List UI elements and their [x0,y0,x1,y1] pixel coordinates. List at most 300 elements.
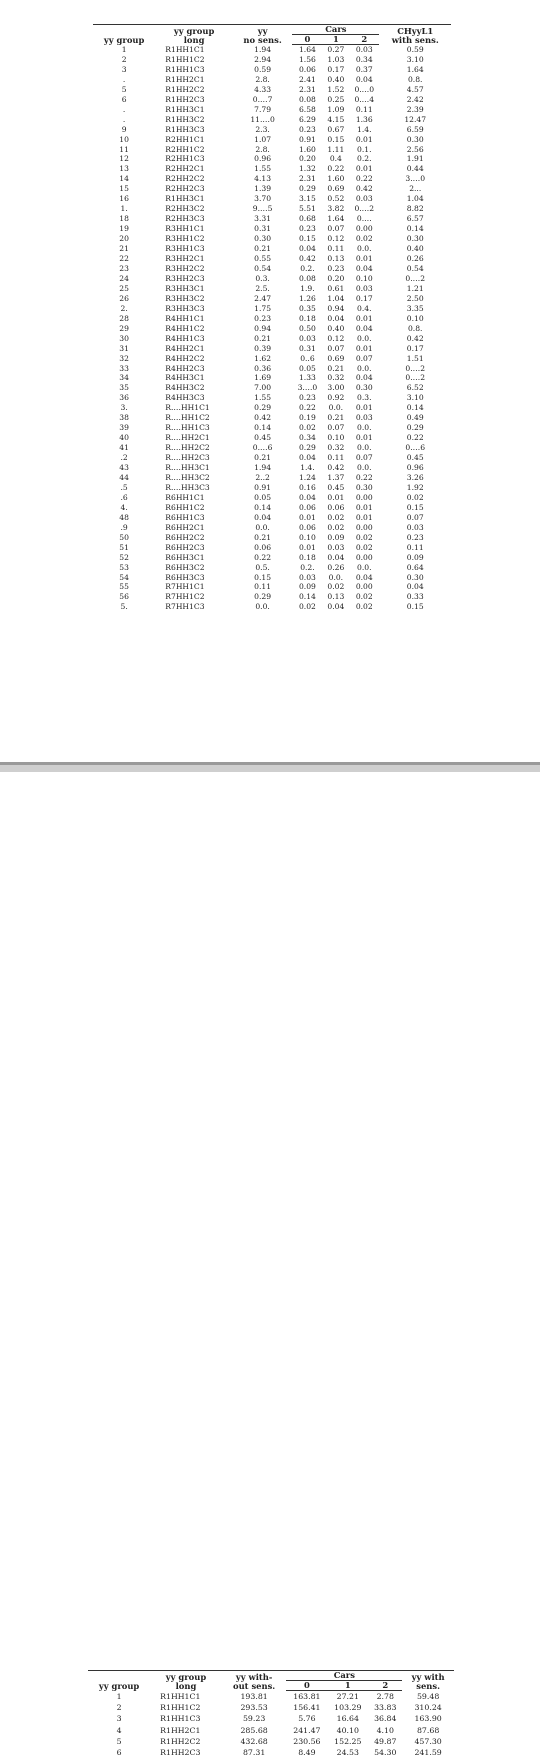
cell-cars-0: 3.…0 [292,383,322,393]
cell-yy: 0.36 [233,364,292,374]
table-row [93,234,451,244]
cell-cars-0: 0.29 [292,184,322,194]
table-row [93,602,451,612]
cell-sens: 0.02 [379,493,451,503]
cell-sens: 0.42 [379,334,451,344]
cell-group: 14 [93,174,155,184]
table-row [93,145,451,155]
col-header-cars-1: 1 [323,35,350,45]
table-row [93,314,451,324]
cell-yy: 0.39 [233,344,292,354]
cell-group-long: R6HH2C3 [155,543,233,553]
cell-cars-1: 0.61 [323,284,350,294]
cell-cars-0: 0.2. [292,264,322,274]
cell-group-long: R2HH2C2 [155,174,233,184]
table-row [93,582,451,592]
cell-cars-0: 0.23 [292,393,322,403]
cell-yy: 0.21 [233,453,292,463]
cell-group-long: R2HH1C2 [155,145,233,155]
cell-group: 36 [93,393,155,403]
cell-group-long: R1HH2C2 [155,85,233,95]
cell-cars-1: 0.12 [323,334,350,344]
cell-sens: 0.23 [379,533,451,543]
cell-cars-0: 0.04 [292,493,322,503]
cell-sens: 0.96 [379,463,451,473]
cell-cars-0: 0.06 [292,503,322,513]
table-2-header [88,1671,454,1691]
cell-group: . [93,75,155,85]
cell-cars-2: 0.07 [349,453,379,463]
cell-sens: 1.04 [379,194,451,204]
table-row [93,105,451,115]
cell-cars-0: 0.35 [292,304,322,314]
cell-cars-2: 0.01 [349,164,379,174]
cell-group-long: R6HH2C1 [155,523,233,533]
cell-group-long: R3HH1C3 [155,244,233,254]
cell-sens: 0.54 [379,264,451,274]
cell-cars-0: 2.41 [292,75,322,85]
cell-cars-1: 4.15 [323,115,350,125]
cell-cars-0: 5.51 [292,204,322,214]
cell-cars-0: 0.15 [292,234,322,244]
cell-group: .9 [93,523,155,533]
col-header-group-long [155,25,233,45]
document-page-1 [0,0,540,762]
cell-cars-2: 0.00 [349,493,379,503]
cell-group: 1. [93,204,155,214]
cell-cars-2: 0.04 [349,264,379,274]
cell-group: 4. [93,503,155,513]
cell-group: 13 [93,164,155,174]
document-page-2 [0,772,540,1016]
cell-group-long: R4HH2C2 [155,354,233,364]
cell-cars-0: 0.10 [292,533,322,543]
cell-cars-2: 0.…4 [349,95,379,105]
cell-cars-1: 0.09 [323,533,350,543]
cell-cars-0: 1.26 [292,294,322,304]
cell-group: 55 [93,582,155,592]
cell-group: 32 [93,354,155,364]
cell-yy: 432.68 [222,1736,287,1747]
cell-group: 6 [93,95,155,105]
cell-sens: 0.07 [379,513,451,523]
cell-group: 39 [93,423,155,433]
cell-cars-1: 0.52 [323,194,350,204]
cell-group: 29 [93,324,155,334]
cell-cars-2: 0.3. [349,393,379,403]
cell-group: 51 [93,543,155,553]
cell-group: 1 [88,1691,150,1703]
cell-group: 1 [93,45,155,55]
cell-cars-2: 0.0. [349,364,379,374]
cell-cars-1: 0.04 [323,314,350,324]
cell-yy: 0.96 [233,154,292,164]
cell-group: 40 [93,433,155,443]
cell-group-long: R4HH3C3 [155,393,233,403]
cell-sens: 0.26 [379,254,451,264]
cell-group-long: R3HH3C2 [155,294,233,304]
cell-cars-0: 2.31 [292,85,322,95]
cell-cars-1: 0.07 [323,344,350,354]
cell-cars-2: 0.01 [349,433,379,443]
cell-group-long: R.…HH1C1 [155,403,233,413]
cell-cars-2: 0.10 [349,274,379,284]
cell-yy: 0.42 [233,413,292,423]
table-row [93,443,451,453]
cell-group-long: R4HH1C1 [155,314,233,324]
cell-group: 2. [93,304,155,314]
col-header-group-long [150,1671,222,1691]
cell-group-long: R4HH3C2 [155,383,233,393]
cell-yy: 0.11 [233,582,292,592]
col-header-cars-1: 1 [327,1681,368,1691]
cell-yy: 0.30 [233,234,292,244]
cell-cars-2: 0.04 [349,373,379,383]
cell-cars-0: 1.4. [292,463,322,473]
cell-cars-1: 0.40 [323,75,350,85]
cell-group-long: R1HH2C2 [150,1736,222,1747]
cell-group-long: R1HH1C2 [150,1702,222,1713]
cell-cars-0: 0.31 [292,344,322,354]
table-row [88,1713,454,1724]
cell-group: 33 [93,364,155,374]
cell-cars-0: 0.42 [292,254,322,264]
cell-group: 23 [93,264,155,274]
cell-group-long: R4HH3C1 [155,373,233,383]
cell-cars-0: 0.18 [292,553,322,563]
cell-yy: 0.54 [233,264,292,274]
cell-group-long: R3HH1C1 [155,224,233,234]
cell-yy: 7.00 [233,383,292,393]
cell-group-long: R7HH1C3 [155,602,233,612]
cell-cars-1: 1.11 [323,145,350,155]
cell-cars-1: 0.13 [323,254,350,264]
cell-cars-2: 0.01 [349,254,379,264]
cell-cars-2: 0.02 [349,234,379,244]
table-row [93,523,451,533]
cell-cars-0: 0.05 [292,364,322,374]
cell-cars-1: 0.03 [323,543,350,553]
col-header-group-long-line2: long [176,1681,197,1691]
cell-group: .6 [93,493,155,503]
cell-sens: 6.52 [379,383,451,393]
table-row [93,573,451,583]
col-header-cars-0: 0 [292,35,322,45]
cell-group-long: R3HH3C1 [155,284,233,294]
cell-cars-2: 0.22 [349,174,379,184]
cell-cars-2: 0.0. [349,443,379,453]
cell-sens: 310.24 [402,1702,454,1713]
cell-group-long: R4HH1C2 [155,324,233,334]
cell-cars-1: 0.94 [323,304,350,314]
cell-group-long: R.…HH3C3 [155,483,233,493]
cell-cars-2: 0.0. [349,563,379,573]
cell-cars-2: 0.17 [349,294,379,304]
cell-cars-2: 0.01 [349,403,379,413]
cell-group-long: R4HH1C3 [155,334,233,344]
cell-cars-2: 0.02 [349,543,379,553]
col-header-group: yy group [88,1671,150,1691]
cell-cars-0: 0.08 [292,95,322,105]
table-row [93,423,451,433]
cell-group-long: R3HH1C2 [155,234,233,244]
cell-cars-2: 0.… [349,214,379,224]
table-row [93,344,451,354]
cell-yy: 7.79 [233,105,292,115]
cell-yy: 0.…7 [233,95,292,105]
cell-group: 9 [93,125,155,135]
cell-sens: 0.…6 [379,443,451,453]
cell-group-long: R6HH3C2 [155,563,233,573]
cell-yy: 0.04 [233,513,292,523]
col-header-yy-with-line2: sens. [416,1681,440,1691]
cell-cars-0: 0.08 [292,274,322,284]
cell-cars-0: 0.23 [292,224,322,234]
cell-cars-0: 1.56 [292,55,322,65]
col-header-chy-line2: with sens. [392,35,439,45]
cell-group: . [93,115,155,125]
cell-cars-1: 1.04 [323,294,350,304]
cell-cars-2: 0.04 [349,324,379,334]
cell-sens: 59.48 [402,1691,454,1703]
col-header-group-long-line1: yy group [174,26,214,36]
cell-group: 25 [93,284,155,294]
cell-sens: 0.15 [379,602,451,612]
cell-yy: 59.23 [222,1713,287,1724]
table-row [93,214,451,224]
cell-sens: 0.…2 [379,364,451,374]
cell-group-long: R1HH1C3 [150,1713,222,1724]
cell-group: 3. [93,403,155,413]
cell-cars-0: 0.50 [292,324,322,334]
cell-cars-1: 0.25 [323,95,350,105]
cell-group: .5 [93,483,155,493]
cell-cars-2: 0.07 [349,354,379,364]
col-header-yy-line2: no sens. [243,35,281,45]
cell-cars-1: 0.07 [323,423,350,433]
cell-group-long: R2HH2C3 [155,184,233,194]
cell-group-long: R3HH2C1 [155,254,233,264]
cell-cars-1: 0.45 [323,483,350,493]
cell-yy: 1.75 [233,304,292,314]
cell-sens: 12.47 [379,115,451,125]
cell-sens: 0.30 [379,135,451,145]
cell-cars-0: 0.91 [292,135,322,145]
cell-yy: 0.31 [233,224,292,234]
cell-yy: 0.21 [233,334,292,344]
cell-cars-1: 0.21 [323,364,350,374]
cell-group: 48 [93,513,155,523]
cell-yy: 3.70 [233,194,292,204]
cell-group-long: R3HH2C2 [155,264,233,274]
table-row [93,224,451,234]
cell-cars-2: 0.00 [349,224,379,234]
table-row [93,164,451,174]
cell-cars-1: 0.04 [323,602,350,612]
table-row [93,125,451,135]
cell-sens: 4.57 [379,85,451,95]
table-1-header [93,25,451,45]
table-row [93,254,451,264]
cell-group-long: R7HH1C2 [155,592,233,602]
cell-yy: 1.55 [233,164,292,174]
cell-cars-1: 0.02 [323,523,350,533]
cell-cars-0: 0.02 [292,602,322,612]
cell-group: 21 [93,244,155,254]
col-header-yy-without-line1: yy with- [236,1672,272,1682]
cell-yy: 0.05 [233,493,292,503]
cell-sens: 3.…0 [379,174,451,184]
cell-yy: 3.31 [233,214,292,224]
cell-group-long: R2HH3C3 [155,214,233,224]
cell-group-long: R.…HH3C1 [155,463,233,473]
cell-cars-1: 0.07 [323,224,350,234]
cell-yy: 293.53 [222,1702,287,1713]
cell-group: 28 [93,314,155,324]
cell-sens: 0.45 [379,453,451,463]
cell-yy: 9.…5 [233,204,292,214]
cell-group-long: R.…HH2C3 [155,453,233,463]
cell-yy: 1.39 [233,184,292,194]
cell-sens: 1.91 [379,154,451,164]
cell-yy: 0.91 [233,483,292,493]
cell-cars-1: 0.17 [323,65,350,75]
cell-yy: 0.14 [233,503,292,513]
cell-group-long: R.…HH2C1 [155,433,233,443]
cell-cars-1: 3.00 [323,383,350,393]
cell-group-long: R1HH1C2 [155,55,233,65]
cell-cars-2: 0.22 [349,473,379,483]
cell-group-long: R2HH2C1 [155,164,233,174]
cell-group: 12 [93,154,155,164]
cell-sens: 1.21 [379,284,451,294]
cell-group: .2 [93,453,155,463]
cell-cars-2: 0.00 [349,582,379,592]
cell-group: 34 [93,373,155,383]
cell-cars-1: 0.4 [323,154,350,164]
cell-yy: 0.0. [233,523,292,533]
cell-cars-2: 0.2. [349,154,379,164]
cell-cars-1: 0.11 [323,453,350,463]
table-row [93,264,451,274]
table-1-body [93,45,451,613]
cell-sens: 0.49 [379,413,451,423]
cell-group: 54 [93,573,155,583]
cell-yy: 1.69 [233,373,292,383]
cell-sens: 2... [379,184,451,194]
cell-yy: 0.29 [233,403,292,413]
cell-cars-2: 0.01 [349,503,379,513]
cell-group: 31 [93,344,155,354]
cell-group: 19 [93,224,155,234]
table-row [93,135,451,145]
cell-cars-1: 0.13 [323,592,350,602]
cell-sens: 3.35 [379,304,451,314]
cell-group-long: R4HH2C1 [155,344,233,354]
cell-cars-1: 0.32 [323,373,350,383]
data-table-1 [93,24,451,612]
data-table-2 [88,1670,454,1758]
cell-cars-0: 0.34 [292,433,322,443]
cell-cars-1: 40.10 [327,1725,368,1736]
cell-sens: 0.…2 [379,373,451,383]
cell-cars-2: 0.03 [349,413,379,423]
cell-yy: 2.3. [233,125,292,135]
cell-group-long: R1HH1C1 [155,45,233,55]
cell-group-long: R2HH1C1 [155,135,233,145]
cell-cars-0: 0.06 [292,523,322,533]
cell-cars-2: 0.04 [349,573,379,583]
cell-cars-1: 0.02 [323,582,350,592]
table-row [93,513,451,523]
table-row [93,244,451,254]
cell-cars-1: 27.21 [327,1691,368,1703]
cell-yy: 1.94 [233,45,292,55]
cell-group-long: R7HH1C1 [155,582,233,592]
table-row [93,393,451,403]
cell-yy: 193.81 [222,1691,287,1703]
cell-yy: 0.06 [233,543,292,553]
cell-group: 52 [93,553,155,563]
cell-group-long: R1HH1C1 [150,1691,222,1703]
col-header-cars-2: 2 [349,35,379,45]
cell-yy: 0.0. [233,602,292,612]
table-row [93,45,451,55]
cell-group-long: R4HH2C3 [155,364,233,374]
cell-sens: 0.10 [379,314,451,324]
cell-cars-0: 0.02 [292,423,322,433]
cell-cars-0: 0.04 [292,453,322,463]
cell-cars-0: 6.58 [292,105,322,115]
cell-group-long: R3HH2C3 [155,274,233,284]
cell-sens: 1.64 [379,65,451,75]
cell-group-long: R3HH3C3 [155,304,233,314]
col-header-cars-2: 2 [368,1681,402,1691]
cell-cars-2: 0.00 [349,523,379,533]
cell-cars-2: 33.83 [368,1702,402,1713]
cell-group: 11 [93,145,155,155]
cell-cars-2: 36.84 [368,1713,402,1724]
cell-cars-0: 0.29 [292,443,322,453]
cell-cars-0: 0.06 [292,65,322,75]
col-header-chy [379,25,451,45]
table-row [93,364,451,374]
cell-cars-2: 0.37 [349,65,379,75]
table-row [93,324,451,334]
table-row [93,383,451,393]
table-row [88,1691,454,1703]
cell-cars-1: 1.09 [323,105,350,115]
cell-yy: 4.33 [233,85,292,95]
table-row [93,473,451,483]
table-row [93,592,451,602]
cell-cars-0: 0.16 [292,483,322,493]
cell-group-long: R1HH2C1 [155,75,233,85]
cell-cars-2: 0.4. [349,304,379,314]
cell-cars-2: 49.87 [368,1736,402,1747]
cell-group: 3 [93,65,155,75]
cell-cars-2: 0.42 [349,184,379,194]
table-row [93,65,451,75]
cell-yy: 0.…6 [233,443,292,453]
cell-cars-2: 0.03 [349,284,379,294]
cell-cars-2: 0.01 [349,314,379,324]
cell-yy: 1.07 [233,135,292,145]
cell-sens: 0.44 [379,164,451,174]
table-row [93,95,451,105]
cell-group-long: R.…HH1C3 [155,423,233,433]
cell-group-long: R1HH3C2 [155,115,233,125]
